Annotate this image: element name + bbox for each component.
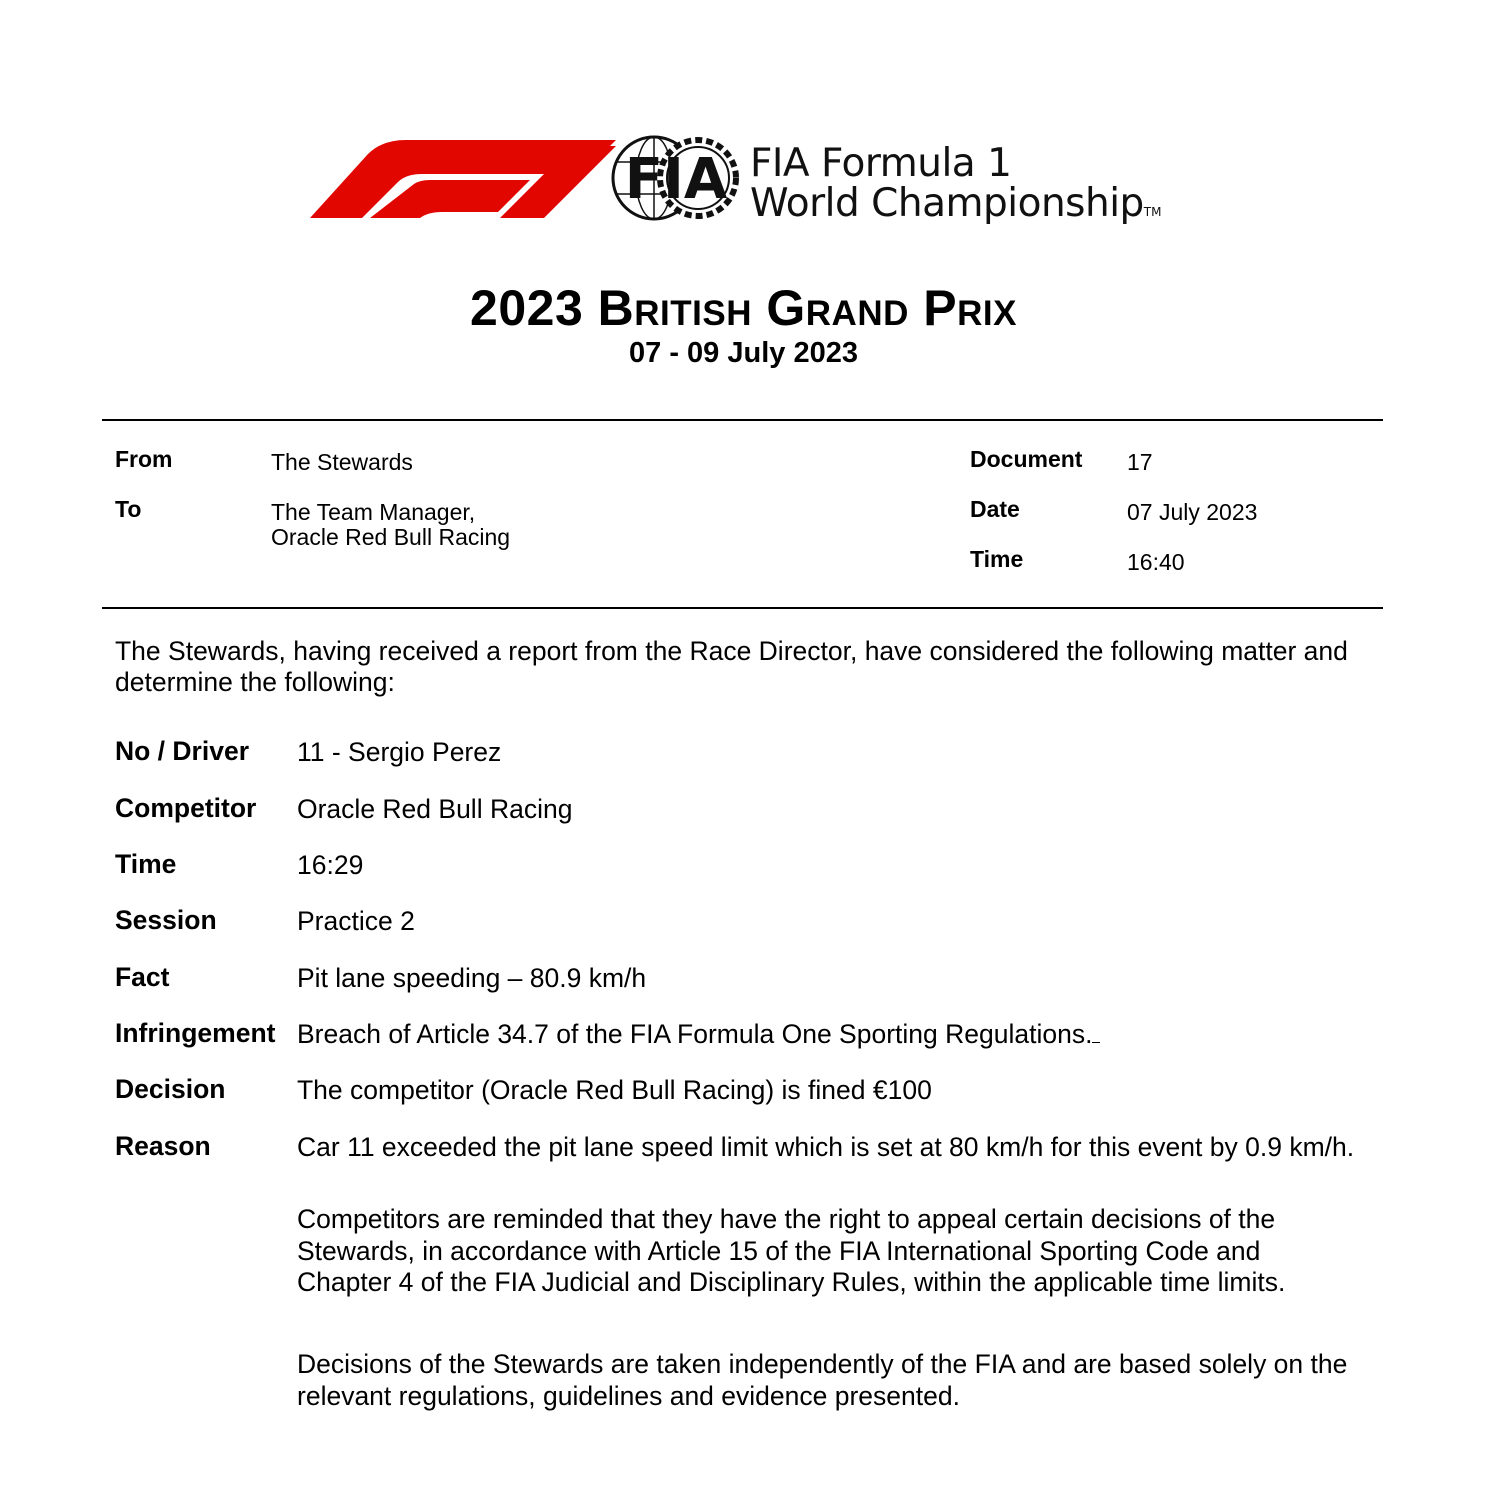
time-value: 16:40 [1127, 549, 1185, 575]
from-label: From [115, 446, 173, 472]
session-label: Session [115, 905, 217, 935]
event-title: 2023 British Grand Prix [470, 280, 1017, 336]
to-label: To [115, 496, 142, 522]
fia-emblem-letters: FIA [624, 147, 728, 212]
fact-value: Pit lane speeding – 80.9 km/h [297, 963, 647, 993]
from-value: The Stewards [271, 449, 413, 475]
competitor-label: Competitor [115, 793, 257, 823]
time-label: Time [970, 546, 1024, 572]
infringement-label: Infringement [115, 1018, 276, 1048]
trailing-underline [1092, 1020, 1100, 1043]
document-label: Document [970, 446, 1083, 472]
document-number: 17 [1127, 449, 1153, 475]
logo-title-line1: FIA Formula 1 [750, 141, 1012, 186]
incident-time-value: 16:29 [297, 850, 364, 880]
driver-value: 11 - Sergio Perez [297, 737, 502, 767]
trademark-mark: TM [1143, 205, 1162, 219]
competitor-value: Oracle Red Bull Racing [297, 794, 573, 824]
decision-label: Decision [115, 1074, 226, 1104]
date-label: Date [970, 496, 1020, 522]
infringement-value [297, 1019, 1367, 1050]
intro-paragraph: The Stewards, having received a report from the Race Director, have considered the following matter and determine the following: [115, 636, 1348, 697]
date-value: 07 July 2023 [1127, 499, 1258, 525]
appeal-notice: Competitors are reminded that they have the right to appeal certain decisions of the Stewards, in accordance with Article 15 of the FIA International Sporting Code and Chapter 4 of the FIA Judicial and Disciplinary Rules, within the applicable time limits. [297, 1204, 1286, 1297]
logo-title-line2 [750, 181, 1162, 232]
bottom-divider [102, 607, 1383, 609]
independence-notice: Decisions of the Stewards are taken independently of the FIA and are based solely on the relevant regulations, guidelines and evidence presented. [297, 1349, 1348, 1411]
fact-label: Fact [115, 962, 170, 992]
decision-value: The competitor (Oracle Red Bull Racing) is fined €100 [297, 1075, 932, 1105]
top-divider [102, 419, 1383, 421]
session-value: Practice 2 [297, 906, 415, 936]
championship-logo [310, 128, 1210, 228]
driver-label: No / Driver [115, 736, 250, 766]
fia-emblem-icon [610, 132, 742, 224]
reason-value: Car 11 exceeded the pit lane speed limit which is set at 80 km/h for this event by 0.9 km/h. [297, 1132, 1355, 1162]
infringement-text: Breach of Article 34.7 of the FIA Formula One Sporting Regulations. [297, 1019, 1093, 1049]
to-value-line2: Oracle Red Bull Racing [271, 524, 511, 550]
to-value-line1: The Team Manager, [271, 499, 476, 525]
reason-label: Reason [115, 1131, 211, 1161]
event-dates: 07 - 09 July 2023 [629, 337, 858, 369]
incident-time-label: Time [115, 849, 177, 879]
f1-logo-icon [310, 138, 620, 220]
logo-title-line2-text: World Championship [750, 181, 1144, 226]
